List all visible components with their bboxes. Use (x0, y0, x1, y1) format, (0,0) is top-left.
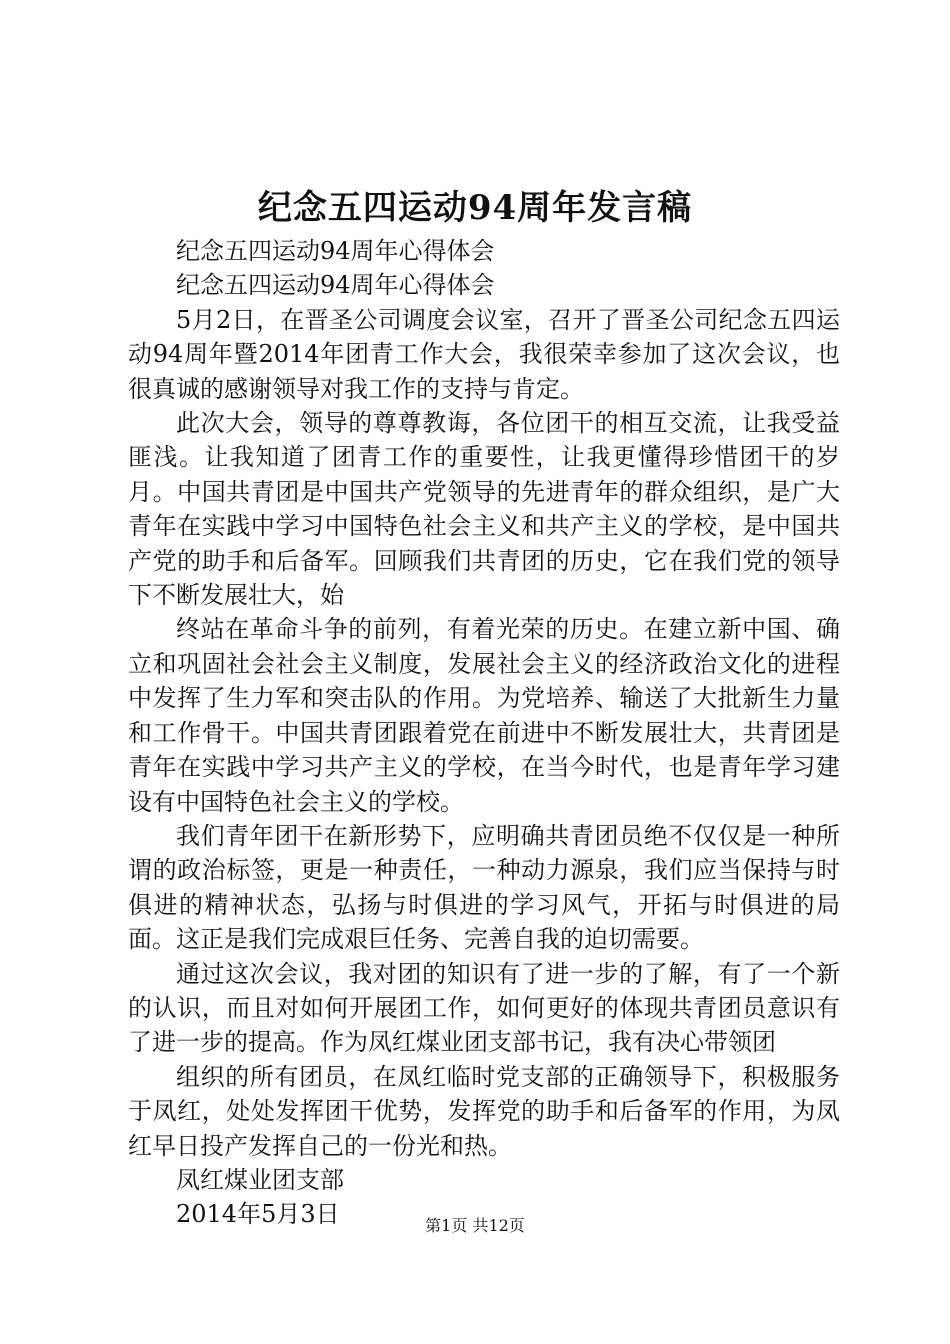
page-number-footer: 第1页 共12页 (425, 1216, 525, 1235)
body-paragraph: 此次大会，领导的尊尊教诲，各位团干的相互交流，让我受益匪浅。让我知道了团青工作的重要性，让我更懂得珍惜团干的岁月。中国共青团是中国共产党领导的先进青年的群众组织，是广大青年在实践中学习中国特色社会主义和共产主义的学校，是中国共产党的助手和后备军。回顾我们共青团的历史，它在我们党的领导下不断发展壮大，始 (128, 409, 840, 610)
document-body (128, 234, 840, 1232)
signature-organization: 凤红煤业团支部 (176, 1165, 344, 1194)
subtitle-line: 纪念五四运动94周年心得体会 (176, 237, 495, 265)
document-title: 纪念五四运动94周年发言稿 (257, 188, 693, 228)
body-paragraph: 通过这次会议，我对团的知识有了进一步的了解，有了一个新的认识，而且对如何开展团工作，如何更好的体现共青团员意识有了进一步的提高。作为凤红煤业团支部书记，我有决心带领团 (128, 959, 840, 1057)
signature-date: 2014年5月3日 (176, 1200, 340, 1229)
body-paragraph: 5月2日，在晋圣公司调度会议室，召开了晋圣公司纪念五四运动94周年暨2014年团青工作大会，我很荣幸参加了这次会议，也很真诚的感谢领导对我工作的支持与肯定。 (128, 305, 840, 403)
body-paragraph: 终站在革命斗争的前列，有着光荣的历史。在建立新中国、确立和巩固社会社会主义制度，发展社会主义的经济政治文化的进程中发挥了生力军和突击队的作用。为党培养、输送了大批新生力量和工作骨干。中国共青团跟着党在前进中不断发展壮大，共青团是青年在实践中学习共产主义的学校，在当今时代，也是青年学习建设有中国特色社会主义的学校。 (128, 615, 840, 816)
body-paragraph: 我们青年团干在新形势下，应明确共青团员绝不仅仅是一种所谓的政治标签，更是一种责任，一种动力源泉，我们应当保持与时俱进的精神状态，弘扬与时俱进的学习风气，开拓与时俱进的局面。这正是我们完成艰巨任务、完善自我的迫切需要。 (128, 821, 840, 954)
body-paragraph: 组织的所有团员，在凤红临时党支部的正确领导下，积极服务于凤红，处处发挥团干优势，发挥党的助手和后备军的作用，为凤红早日投产发挥自己的一份光和热。 (128, 1062, 840, 1160)
subtitle-line: 纪念五四运动94周年心得体会 (176, 271, 495, 300)
